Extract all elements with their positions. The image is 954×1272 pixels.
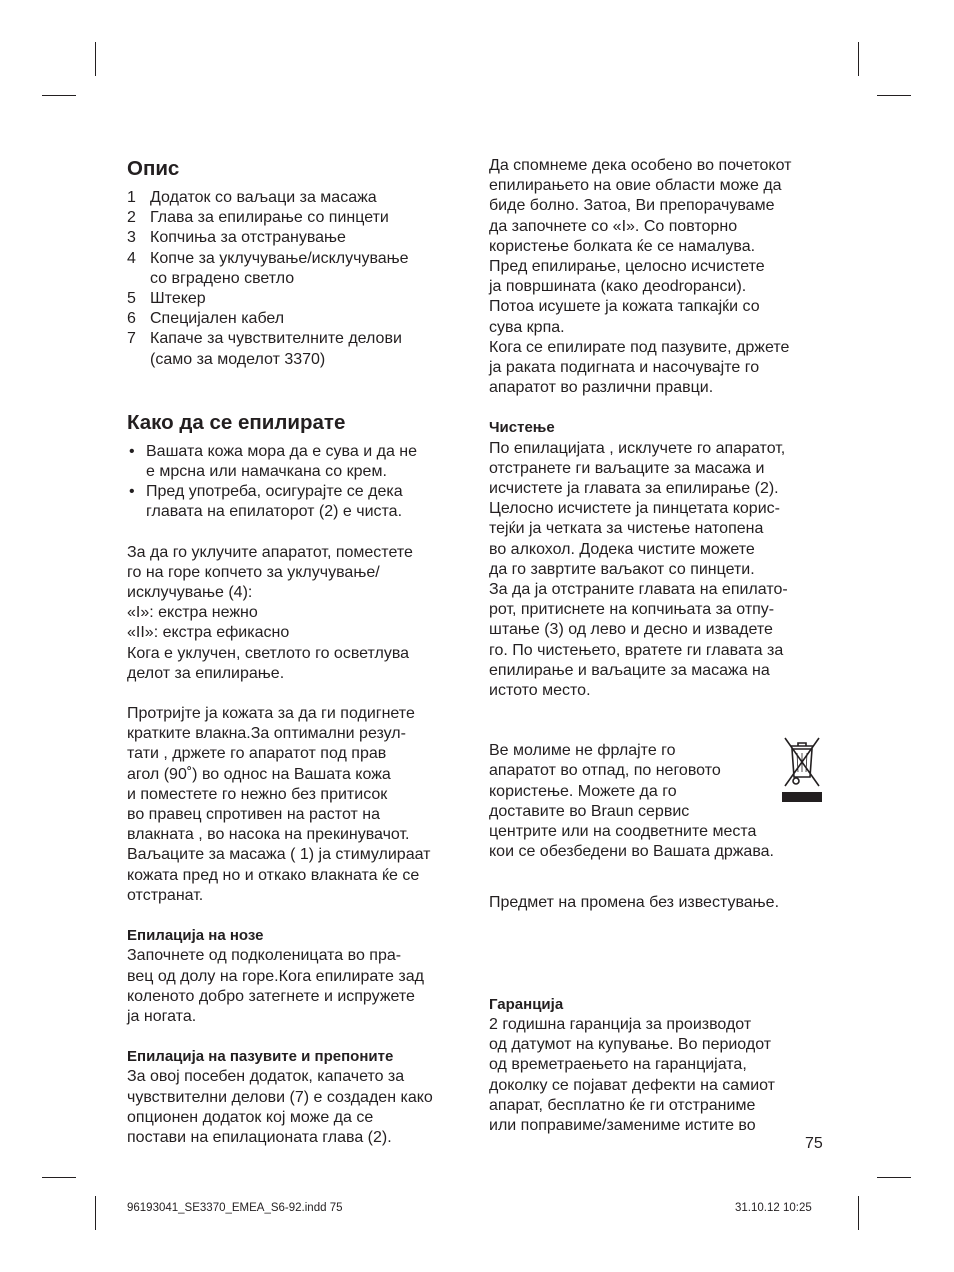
text-line: Кога е уклучен, светлото го осветлува [127,644,410,662]
text-line: Ваљаците за масажа ( 1) ја стимулираат [127,846,431,864]
text-line: сува крпа. [489,318,565,336]
text-line: Пред употреба, осигурајте се дека [146,483,403,501]
text-line: ја површината (како деоdrоранси). [489,278,747,296]
text-line: Целосно исчистете ја пинцетата корис- [489,500,780,518]
text-line: За да ја отстраните главата на епилато- [489,581,788,599]
text-line: апарат, бесплатно ќе ги отстраниме [489,1096,756,1114]
legs-paragraph [127,946,472,1027]
text-line: (само за моделот 3370) [150,350,326,368]
crop-mark [858,42,859,76]
text-line: Пред епилирање, целосно исчистете [489,258,765,276]
text-line: тејќи ја четката за чистење натопена [489,520,764,538]
text-line: ја ногата. [127,1007,197,1025]
slug-date-info: 31.10.12 10:25 [735,1202,812,1214]
text-line: За овој посебен додаток, капачето за [127,1068,405,1086]
item-number: 7 [127,330,136,348]
text-line: «I»: екстра нежно [127,604,258,622]
text-line: ја раката подигната и насочувајте го [489,359,760,377]
text-line: Глава за епилирање со пинцети [150,209,389,227]
legs-heading: Епилација на нозе [127,927,264,945]
warranty-paragraph [489,1015,834,1136]
page-number: 75 [805,1135,823,1152]
right-column [489,156,834,1136]
text-line: да започнете со «I». Со повторно [489,217,738,235]
technique-paragraph [127,704,472,906]
text-line: да го завртите ваљакот со пинцети. [489,560,755,578]
text-line: со вградено светло [150,269,295,287]
parts-list-item [127,188,472,208]
text-line: користење болката ќе се намалува. [489,237,756,255]
crop-mark [42,1177,76,1178]
text-line: во правец спротивен на растот на [127,806,381,824]
crop-mark [877,1177,911,1178]
cleaning-paragraph [489,439,834,702]
notice-text: Предмет на промена без известување. [489,893,780,911]
pain-paragraph [489,156,834,398]
text-line: чувствителни делови (7) е создаден како [127,1088,433,1106]
parts-list-item [127,228,472,248]
item-number: 6 [127,310,136,328]
crop-mark [858,1196,859,1230]
crop-mark [95,42,96,76]
item-number: 3 [127,229,136,247]
text-line: исклучување (4): [127,584,253,602]
text-line: отстранете ги ваљаците за масажа и [489,459,765,477]
text-line: Потоа исушете ја кожата тапкајќи со [489,298,760,316]
text-line: Копчиња за отстранување [150,229,346,247]
crop-mark [877,95,911,96]
parts-list-item [127,309,472,329]
parts-list [127,188,472,370]
text-line: Протријте ја кожата за да ги подигнете [127,705,415,723]
text-line: Започнете од подколеницата во пра- [127,947,402,965]
text-line: делот за епилирање. [127,664,285,682]
text-line: Да спомнеме дека особено во почетокот [489,157,792,174]
underarm-heading: Епилација на пазувите и препоните [127,1048,394,1066]
left-column [127,156,472,1148]
text-line: епилирање и ваљаците за масажа на [489,661,770,679]
text-line: главата на епилаторот (2) е чиста. [146,503,403,521]
parts-list-item [127,329,472,369]
text-line: Вашата кожа мора да е сува и да не [146,442,418,460]
text-line: Ве молиме не фрлајте го [489,742,676,760]
text-line: Кога се епилирате под пазувите, држете [489,338,790,356]
warranty-heading: Гаранција [489,995,564,1013]
item-number: 1 [127,189,136,206]
text-line: и поместете го нежно без притисок [127,785,388,803]
text-line: доставите во Braun сервис [489,802,690,820]
text-line: коленото добро затегнете и испружете [127,987,415,1005]
text-line: влакната , во насока на прекинувачот. [127,826,410,844]
parts-list-item [127,208,472,228]
parts-list-item [127,289,472,309]
text-line: од датумот на купување. Во периодот [489,1036,772,1054]
text-line: Копче за уклучување/исклучување [150,249,409,267]
crop-mark [95,1196,96,1230]
text-line: го. По чистењето, вратете ги главата за [489,641,784,659]
text-line: «II»: екстра ефикасно [127,624,290,642]
text-line: тати , држете го апаратот под прав [127,745,387,763]
slug-file-info: 96193041_SE3370_EMEA_S6-92.indd 75 [127,1202,343,1214]
text-line: исчистете ја главата за епилирање (2). [489,480,779,498]
switch-on-paragraph [127,543,472,684]
text-line: биде болно. Затоа, Ви препорачуваме [489,197,775,215]
text-line: го на горе копчето за уклучување/ [127,563,380,581]
text-line: кожата пред но и откако влакната ќе се [127,866,420,884]
text-line: апаратот во отпад, по неговото [489,762,721,780]
crop-mark [42,95,76,96]
text-line: од времетраењето на гаранцијата, [489,1056,747,1074]
text-line: агол (90˚) во однос на Вашата кожа [127,765,391,783]
text-line: опционен додаток кој може да се [127,1108,374,1126]
item-number: 5 [127,290,136,308]
text-line: користење. Можете да го [489,782,677,800]
item-number: 2 [127,209,136,227]
text-line: вец од долу на горе.Кога епилирате зад [127,967,424,985]
text-line: Штекер [150,290,206,308]
text-line: По епилацијата , исклучете го апаратот, [489,439,786,457]
text-line: или поправиме/замениме истите во [489,1116,756,1134]
item-number: 4 [127,249,136,267]
text-line: епилирањето на овие области може да [489,177,782,195]
bullet-mark: • [129,483,135,501]
bullet-item [127,482,472,522]
cleaning-heading: Чистење [489,419,555,437]
underarm-paragraph [127,1067,472,1148]
text-line: отстранат. [127,886,204,904]
crossed-out-wheelie-bin-icon [782,734,822,802]
text-line: 2 годишна гаранција за производот [489,1015,752,1033]
text-line: доколку се појават дефекти на самиот [489,1076,775,1094]
text-line: штање (3) од лево и десно и извадете [489,621,773,639]
text-line: кратките влакна.За оптимални резул- [127,725,406,743]
text-line: За да го уклучите апаратот, поместете [127,543,413,561]
text-line: е мрсна или намачкана со крем. [146,463,387,481]
text-line: Специјален кабел [150,310,285,328]
precondition-list [127,442,472,523]
text-line: во алкохол. Додека чистите можете [489,540,755,558]
section-title-how-to-epilate: Како да се епилирате [127,410,346,434]
bullet-item [127,442,472,482]
text-line: центрите или на соодветните места [489,823,757,841]
text-line: постави на епилационата глава (2). [127,1128,392,1146]
parts-list-item [127,249,472,289]
section-title-description: Опис [127,157,180,180]
bullet-mark: • [129,442,135,460]
text-line: Додаток со ваљаци за масажа [150,189,377,206]
text-line: Капаче за чувствителните делови [150,330,402,348]
text-line: апаратот во различни правци. [489,379,714,397]
text-line: кои се обезбедени во Вашата држава. [489,843,774,861]
text-line: истото место. [489,682,591,700]
text-line: рот, притиснете на копчињата за отпу- [489,601,775,619]
